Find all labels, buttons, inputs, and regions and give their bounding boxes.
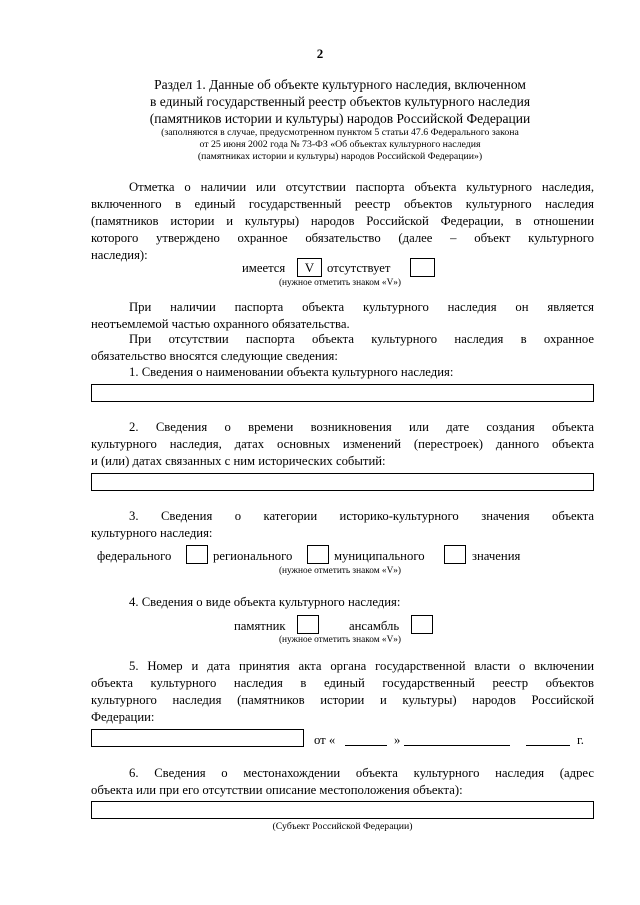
passport-present-paragraph <box>91 299 594 333</box>
section-title-line: (памятников истории и культуры) народов Российской Федерации <box>149 111 531 126</box>
passport-line: Отметка о наличии или отсутствии паспорта объекта культурного наследия, <box>129 180 594 194</box>
item6-label <box>91 765 594 799</box>
category-federal-label: федерального <box>97 549 172 563</box>
item2-line: культурного наследия, датах основных изменений (перестроек) данного объекта <box>91 437 594 451</box>
present-line: При наличии паспорта объекта культурного наследия он является <box>129 300 594 314</box>
absent-line: При отсутствии паспорта объекта культурного наследия в охранное <box>129 332 594 346</box>
subject-caption: (Субъект Российской Федерации) <box>272 821 413 832</box>
passport-absent-label: отсутствует <box>327 261 391 275</box>
passport-line: (памятников истории и культуры) народов Российской Федерации, в отношении <box>91 214 594 228</box>
section-title-line: в единый государственный реестр объектов культурного наследия <box>149 94 531 109</box>
category-municipal-label: муниципального <box>334 549 425 563</box>
absent-line: обязательство вносятся следующие сведения: <box>91 349 338 363</box>
type-ensemble-label: ансамбль <box>349 619 400 633</box>
item3-label <box>91 508 594 542</box>
category-hint: (нужное отметить знаком «V») <box>278 566 402 576</box>
type-ensemble-checkbox[interactable] <box>411 615 433 634</box>
object-name-field[interactable] <box>91 384 594 402</box>
item5-label <box>91 658 594 726</box>
item6-line: 6. Сведения о местонахождении объекта культурного наследия (адрес <box>129 766 594 780</box>
type-monument-checkbox[interactable] <box>297 615 319 634</box>
item5-line: Федерации: <box>91 710 155 724</box>
passport-line: которого утверждено охранное обязательство (далее – объект культурного <box>91 231 594 245</box>
subject-field[interactable] <box>91 801 594 819</box>
item5-line: культурного наследия (памятников истории и культуры) народов Российской <box>91 693 594 707</box>
act-month-field[interactable] <box>404 745 510 746</box>
section-subtitle-line: (памятниках истории и культуры) народов Российской Федерации») <box>197 151 483 162</box>
type-monument-label: памятник <box>234 619 286 633</box>
object-dates-field[interactable] <box>91 473 594 491</box>
category-suffix-label: значения <box>472 549 521 563</box>
item6-line: объекта или при его отсутствии описание местоположения объекта): <box>91 783 463 797</box>
item2-label <box>91 419 594 470</box>
passport-line: наследия): <box>91 248 148 262</box>
passport-absent-checkbox[interactable] <box>410 258 435 277</box>
item2-line: и (или) датах связанных с ним исторических событий: <box>91 454 386 468</box>
act-year-field[interactable] <box>526 745 570 746</box>
page-number: 2 <box>316 46 324 61</box>
section-title <box>90 76 590 127</box>
passport-line: включенного в единый государственный реестр объектов культурного наследия <box>91 197 594 211</box>
item3-line: культурного наследия: <box>91 526 213 540</box>
passport-present-label: имеется <box>242 261 286 275</box>
passport-hint: (нужное отметить знаком «V») <box>278 278 402 288</box>
passport-present-checkbox[interactable] <box>297 258 322 277</box>
item3-line: 3. Сведения о категории историко-культурного значения объекта <box>129 509 594 523</box>
category-municipal-checkbox[interactable] <box>444 545 466 564</box>
item5-line: 5. Номер и дата принятия акта органа государственной власти о включении <box>129 659 594 673</box>
present-line: неотъемлемой частью охранного обязательства. <box>91 317 350 331</box>
section-subtitle <box>90 127 590 163</box>
passport-paragraph <box>91 179 594 264</box>
section-subtitle-line: от 25 июня 2002 года № 73-ФЗ «Об объектах культурного наследия <box>199 139 481 150</box>
item2-line: 2. Сведения о времени возникновения или дате создания объекта <box>129 420 594 434</box>
act-day-field[interactable] <box>345 745 387 746</box>
passport-absent-paragraph <box>91 331 594 365</box>
act-date-quote-close: » <box>394 733 401 747</box>
category-regional-label: регионального <box>213 549 293 563</box>
type-hint: (нужное отметить знаком «V») <box>278 635 402 645</box>
item4-label: 4. Сведения о виде объекта культурного наследия: <box>129 595 401 609</box>
category-regional-checkbox[interactable] <box>307 545 329 564</box>
section-subtitle-line: (заполняются в случае, предусмотренном пунктом 5 статьи 47.6 Федерального закона <box>161 127 519 138</box>
act-date-from-label: от « <box>314 733 336 747</box>
section-title-line: Раздел 1. Данные об объекте культурного наследия, включенном <box>154 77 526 92</box>
act-number-field[interactable] <box>91 729 304 747</box>
checkmark-v: V <box>304 260 315 275</box>
item5-line: объекта культурного наследия в единый государственный реестр объектов <box>91 676 594 690</box>
act-year-suffix: г. <box>577 733 584 747</box>
category-federal-checkbox[interactable] <box>186 545 208 564</box>
item1-label: 1. Сведения о наименовании объекта культурного наследия: <box>129 365 454 379</box>
